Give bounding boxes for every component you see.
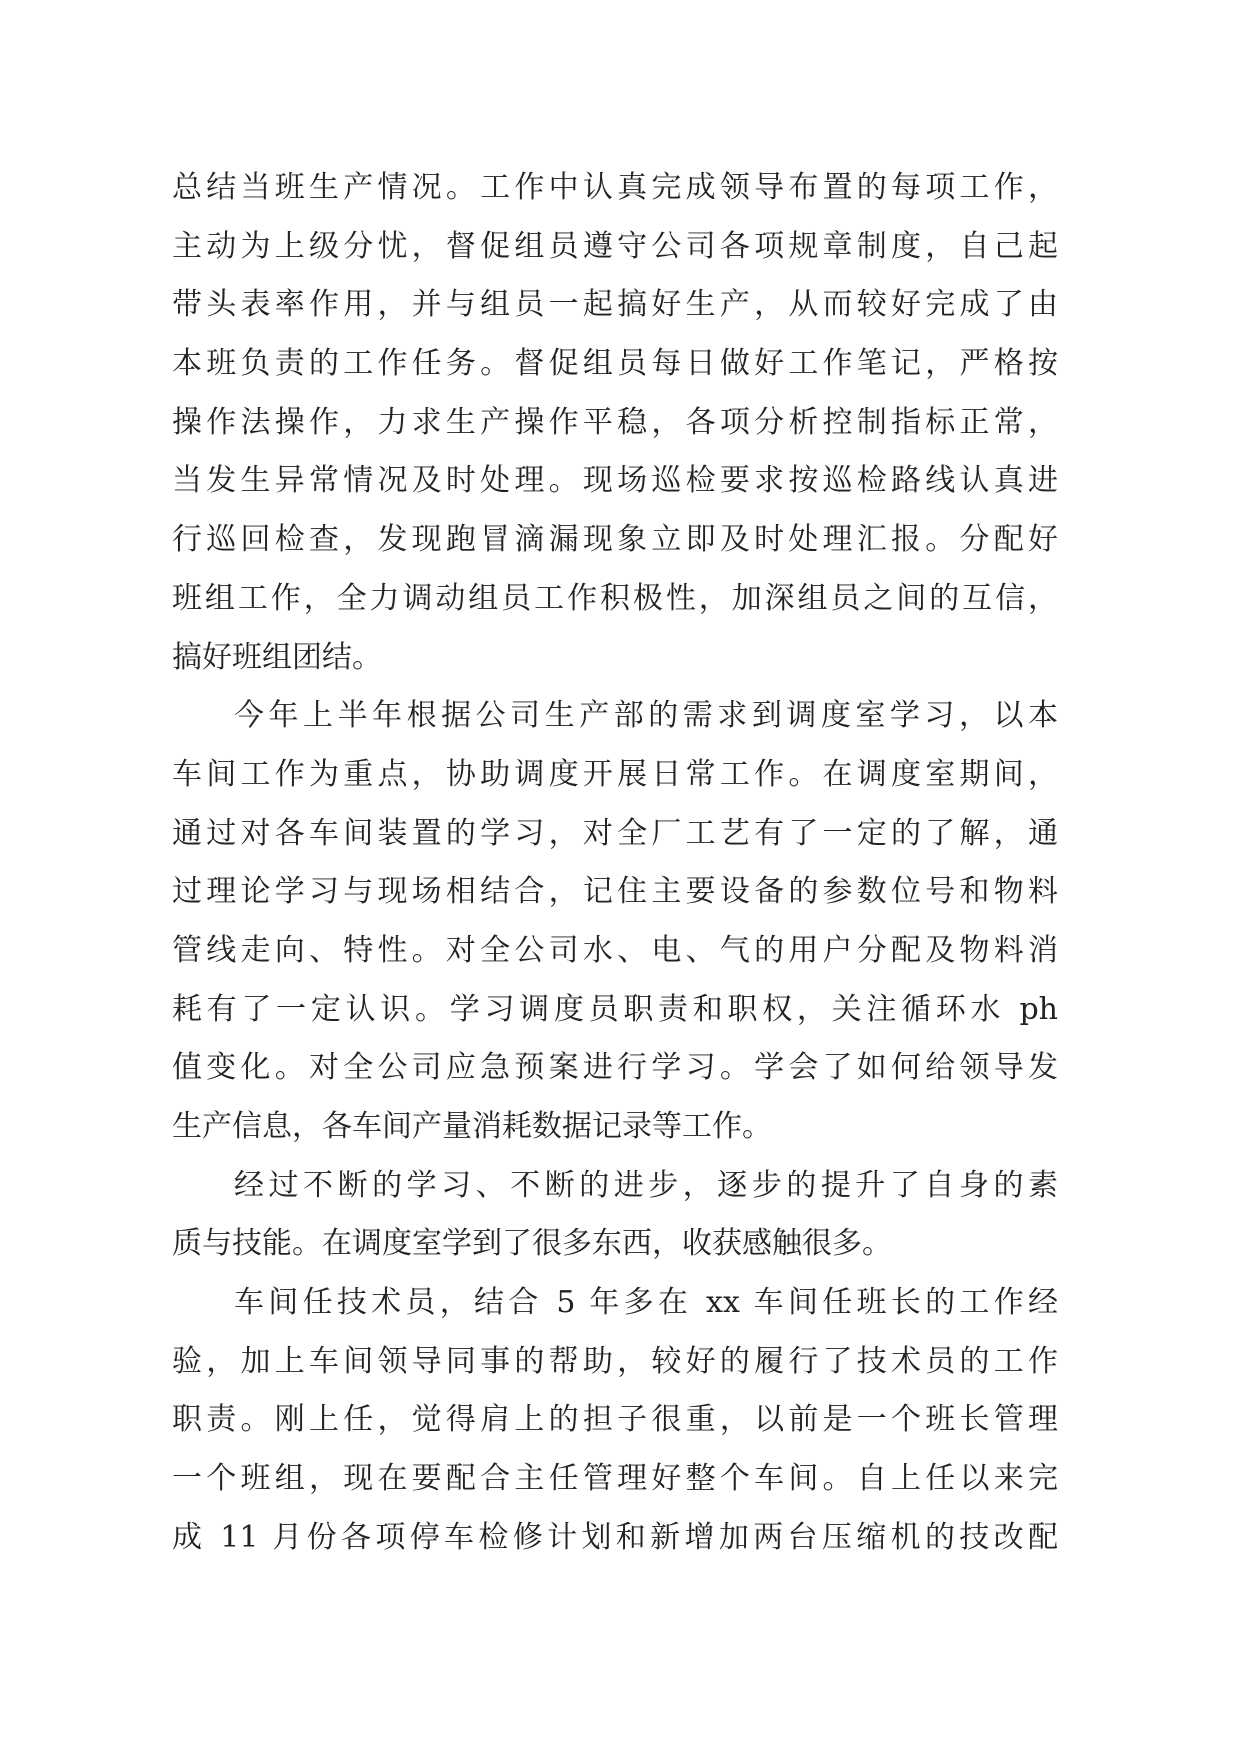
text-line: 一个班组，现在要配合主任管理好整个车间。自上任以来完 — [172, 1461, 1058, 1497]
text-line: 管线走向、特性。对全公司水、电、气的用户分配及物料消 — [172, 932, 1058, 968]
text-line: 搞好班组团结。 — [172, 639, 382, 675]
text-line: 通过对各车间装置的学习，对全厂工艺有了一定的了解，通 — [172, 815, 1058, 851]
paragraph-2 — [172, 687, 1058, 1157]
text-line: 质与技能。在调度室学到了很多东西，收获感触很多。 — [172, 1226, 892, 1262]
text-line: 班组工作，全力调动组员工作积极性，加深组员之间的互信， — [172, 580, 1058, 616]
text-line: 生产信息，各车间产量消耗数据记录等工作。 — [172, 1109, 772, 1144]
text-line: 过理论学习与现场相结合，记住主要设备的参数位号和物料 — [172, 874, 1058, 910]
text-line: 操作法操作，力求生产操作平稳，各项分析控制指标正常， — [172, 404, 1058, 440]
text-line: 本班负责的工作任务。督促组员每日做好工作笔记，严格按 — [172, 346, 1058, 382]
text-line: 今年上半年根据公司生产部的需求到调度室学习，以本 — [234, 698, 1058, 734]
text-line: 带头表率作用，并与组员一起搞好生产，从而较好完成了由 — [172, 287, 1058, 323]
document-page — [172, 159, 1058, 1568]
paragraph-3 — [172, 1157, 1058, 1274]
text-line: 成 11 月份各项停车检修计划和新增加两台压缩机的技改配 — [172, 1519, 1058, 1555]
text-line: 车间工作为重点，协助调度开展日常工作。在调度室期间， — [172, 756, 1058, 792]
text-line: 主动为上级分忧，督促组员遵守公司各项规章制度，自己起 — [172, 228, 1058, 264]
text-line: 耗有了一定认识。学习调度员职责和职权，关注循环水 ph — [172, 991, 1058, 1027]
text-line: 车间任技术员，结合 5 年多在 xx 车间任班长的工作经 — [234, 1285, 1058, 1321]
text-line: 行巡回检查，发现跑冒滴漏现象立即及时处理汇报。分配好 — [172, 522, 1058, 558]
paragraph-1 — [172, 159, 1058, 687]
text-line: 总结当班生产情况。工作中认真完成领导布置的每项工作， — [172, 170, 1058, 205]
text-line: 经过不断的学习、不断的进步，逐步的提升了自身的素 — [234, 1167, 1058, 1203]
paragraph-4 — [172, 1274, 1058, 1567]
text-line: 当发生异常情况及时处理。现场巡检要求按巡检路线认真进 — [172, 463, 1058, 499]
text-line: 值变化。对全公司应急预案进行学习。学会了如何给领导发 — [172, 1050, 1058, 1086]
text-line: 验，加上车间领导同事的帮助，较好的履行了技术员的工作 — [172, 1343, 1058, 1379]
text-line: 职责。刚上任，觉得肩上的担子很重，以前是一个班长管理 — [172, 1402, 1058, 1438]
